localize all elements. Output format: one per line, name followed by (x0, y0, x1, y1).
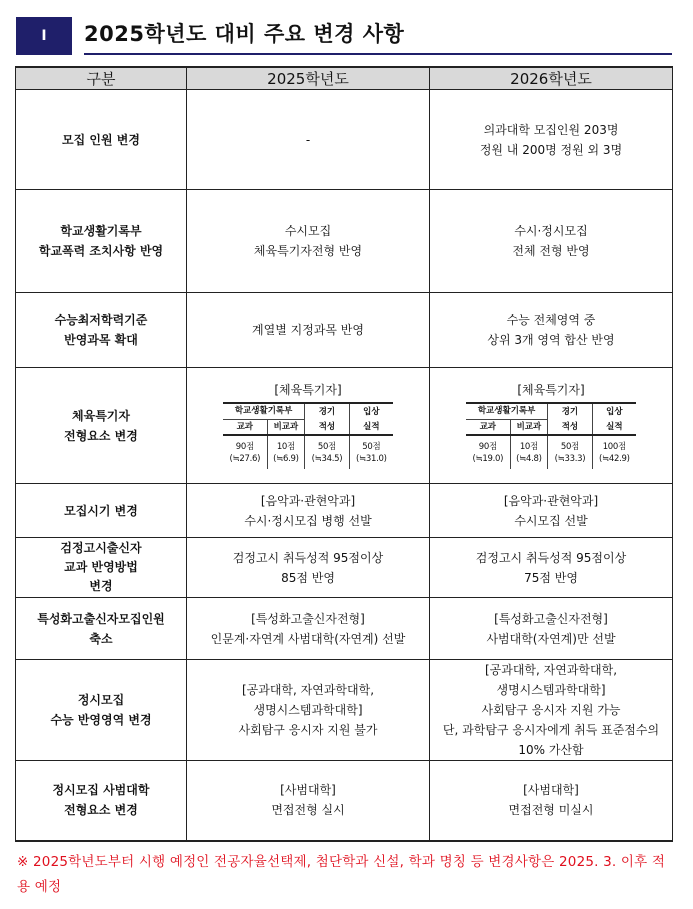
changes-table (15, 66, 673, 842)
sports-col-header: 경기 (548, 403, 593, 419)
sports-title: [체육특기자] (274, 383, 342, 397)
sports-sub-header: 비교과 (510, 419, 548, 435)
sports-value: 10점 (≒6.9) (267, 435, 305, 469)
row-label: 수능최저학력기준 반영과목 확대 (16, 293, 187, 368)
sports-table-2025 (223, 402, 393, 469)
table-row (16, 538, 673, 598)
cell-2026: [특성화고출신자전형] 사범대학(자연계)만 선발 (430, 598, 673, 660)
sports-value: 50점 (≒31.0) (349, 435, 393, 469)
sports-value: 10점 (≒4.8) (510, 435, 548, 469)
sports-col-header: 실적 (349, 419, 393, 435)
row-label: 정시모집 사범대학 전형요소 변경 (16, 761, 187, 841)
sports-group-header: 학교생활기록부 (223, 403, 305, 419)
row-label: 체육특기자 전형요소 변경 (16, 368, 187, 484)
sports-value: 90점 (≒27.6) (229, 441, 261, 464)
section-number-badge: I (16, 17, 72, 55)
cell-2025: 검정고시 취득성적 95점이상 85점 반영 (187, 538, 430, 598)
table-row (16, 368, 673, 484)
cell-2026: [사범대학] 면접전형 미실시 (430, 761, 673, 841)
cell-2026 (430, 368, 673, 484)
cell-2026: [공과대학, 자연과학대학, 생명시스템과학대학] 사회탐구 응시자 지원 가능 단, 과학탐구 응시자에게 취득 표준점수의 10% 가산함 (430, 660, 673, 761)
cell-2025: [음악과·관현악과] 수시·정시모집 병행 선발 (187, 484, 430, 538)
sports-col-header: 실적 (592, 419, 636, 435)
sports-col-header: 적성 (305, 419, 350, 435)
cell-2025: [특성화고출신자전형] 인문계·자연계 사범대학(자연계) 선발 (187, 598, 430, 660)
table-row (16, 660, 673, 761)
sports-sub-header: 비교과 (267, 419, 305, 435)
table-row (16, 90, 673, 190)
header-2026: 2026학년도 (430, 67, 673, 90)
row-label: 모집시기 변경 (16, 484, 187, 538)
row-label: 학교생활기록부 학교폭력 조치사항 반영 (16, 190, 187, 293)
cell-2025: 수시모집 체육특기자전형 반영 (187, 190, 430, 293)
section-title: 2025학년도 대비 주요 변경 사항 (84, 22, 405, 46)
sports-value: 50점 (≒33.3) (548, 435, 593, 469)
sports-title: [체육특기자] (517, 383, 585, 397)
table-row (16, 598, 673, 660)
cell-2026: 수능 전체영역 중 상위 3개 영역 합산 반영 (430, 293, 673, 368)
cell-2025: [공과대학, 자연과학대학, 생명시스템과학대학] 사회탐구 응시자 지원 불가 (187, 660, 430, 761)
row-label: 특성화고출신자모집인원 축소 (16, 598, 187, 660)
title-underline (84, 53, 672, 55)
sports-table-2026 (466, 402, 636, 469)
table-row (16, 484, 673, 538)
sports-col-header: 입상 (592, 403, 636, 419)
cell-2025: [사범대학] 면접전형 실시 (187, 761, 430, 841)
cell-2026: 검정고시 취득성적 95점이상 75점 반영 (430, 538, 673, 598)
sports-col-header: 적성 (548, 419, 593, 435)
table-row (16, 293, 673, 368)
cell-2025 (187, 368, 430, 484)
table-row (16, 761, 673, 841)
sports-weight-2026 (430, 382, 672, 469)
cell-2025: - (187, 90, 430, 190)
row-label: 정시모집 수능 반영영역 변경 (16, 660, 187, 761)
row-label: 모집 인원 변경 (16, 90, 187, 190)
header-2025: 2025학년도 (187, 67, 430, 90)
sports-group-header: 학교생활기록부 (466, 403, 548, 419)
table-row (16, 190, 673, 293)
header-category: 구분 (16, 67, 187, 90)
sports-value: 90점 (≒19.0) (472, 441, 504, 464)
sports-weight-2025 (187, 382, 429, 469)
sports-col-header: 입상 (349, 403, 393, 419)
sports-value: 50점 (≒34.5) (305, 435, 350, 469)
table-header-row (16, 67, 673, 90)
sports-col-header: 경기 (305, 403, 350, 419)
cell-2026: 의과대학 모집인원 203명 정원 내 200명 정원 외 3명 (430, 90, 673, 190)
sports-sub-header: 교과 (466, 419, 510, 435)
sports-value: 100점 (≒42.9) (592, 435, 636, 469)
footnote: ※ 2025학년도부터 시행 예정인 전공자율선택제, 첨단학과 신설, 학과 명칭 등 변경사항은 2025. 3. 이후 적용 예정 (17, 854, 666, 895)
sports-sub-header: 교과 (223, 419, 267, 435)
cell-2025: 계열별 지정과목 반영 (187, 293, 430, 368)
section-title-bar (16, 17, 672, 55)
cell-2026: [음악과·관현악과] 수시모집 선발 (430, 484, 673, 538)
row-label: 검정고시출신자 교과 반영방법 변경 (16, 538, 187, 598)
cell-2026: 수시·정시모집 전체 전형 반영 (430, 190, 673, 293)
